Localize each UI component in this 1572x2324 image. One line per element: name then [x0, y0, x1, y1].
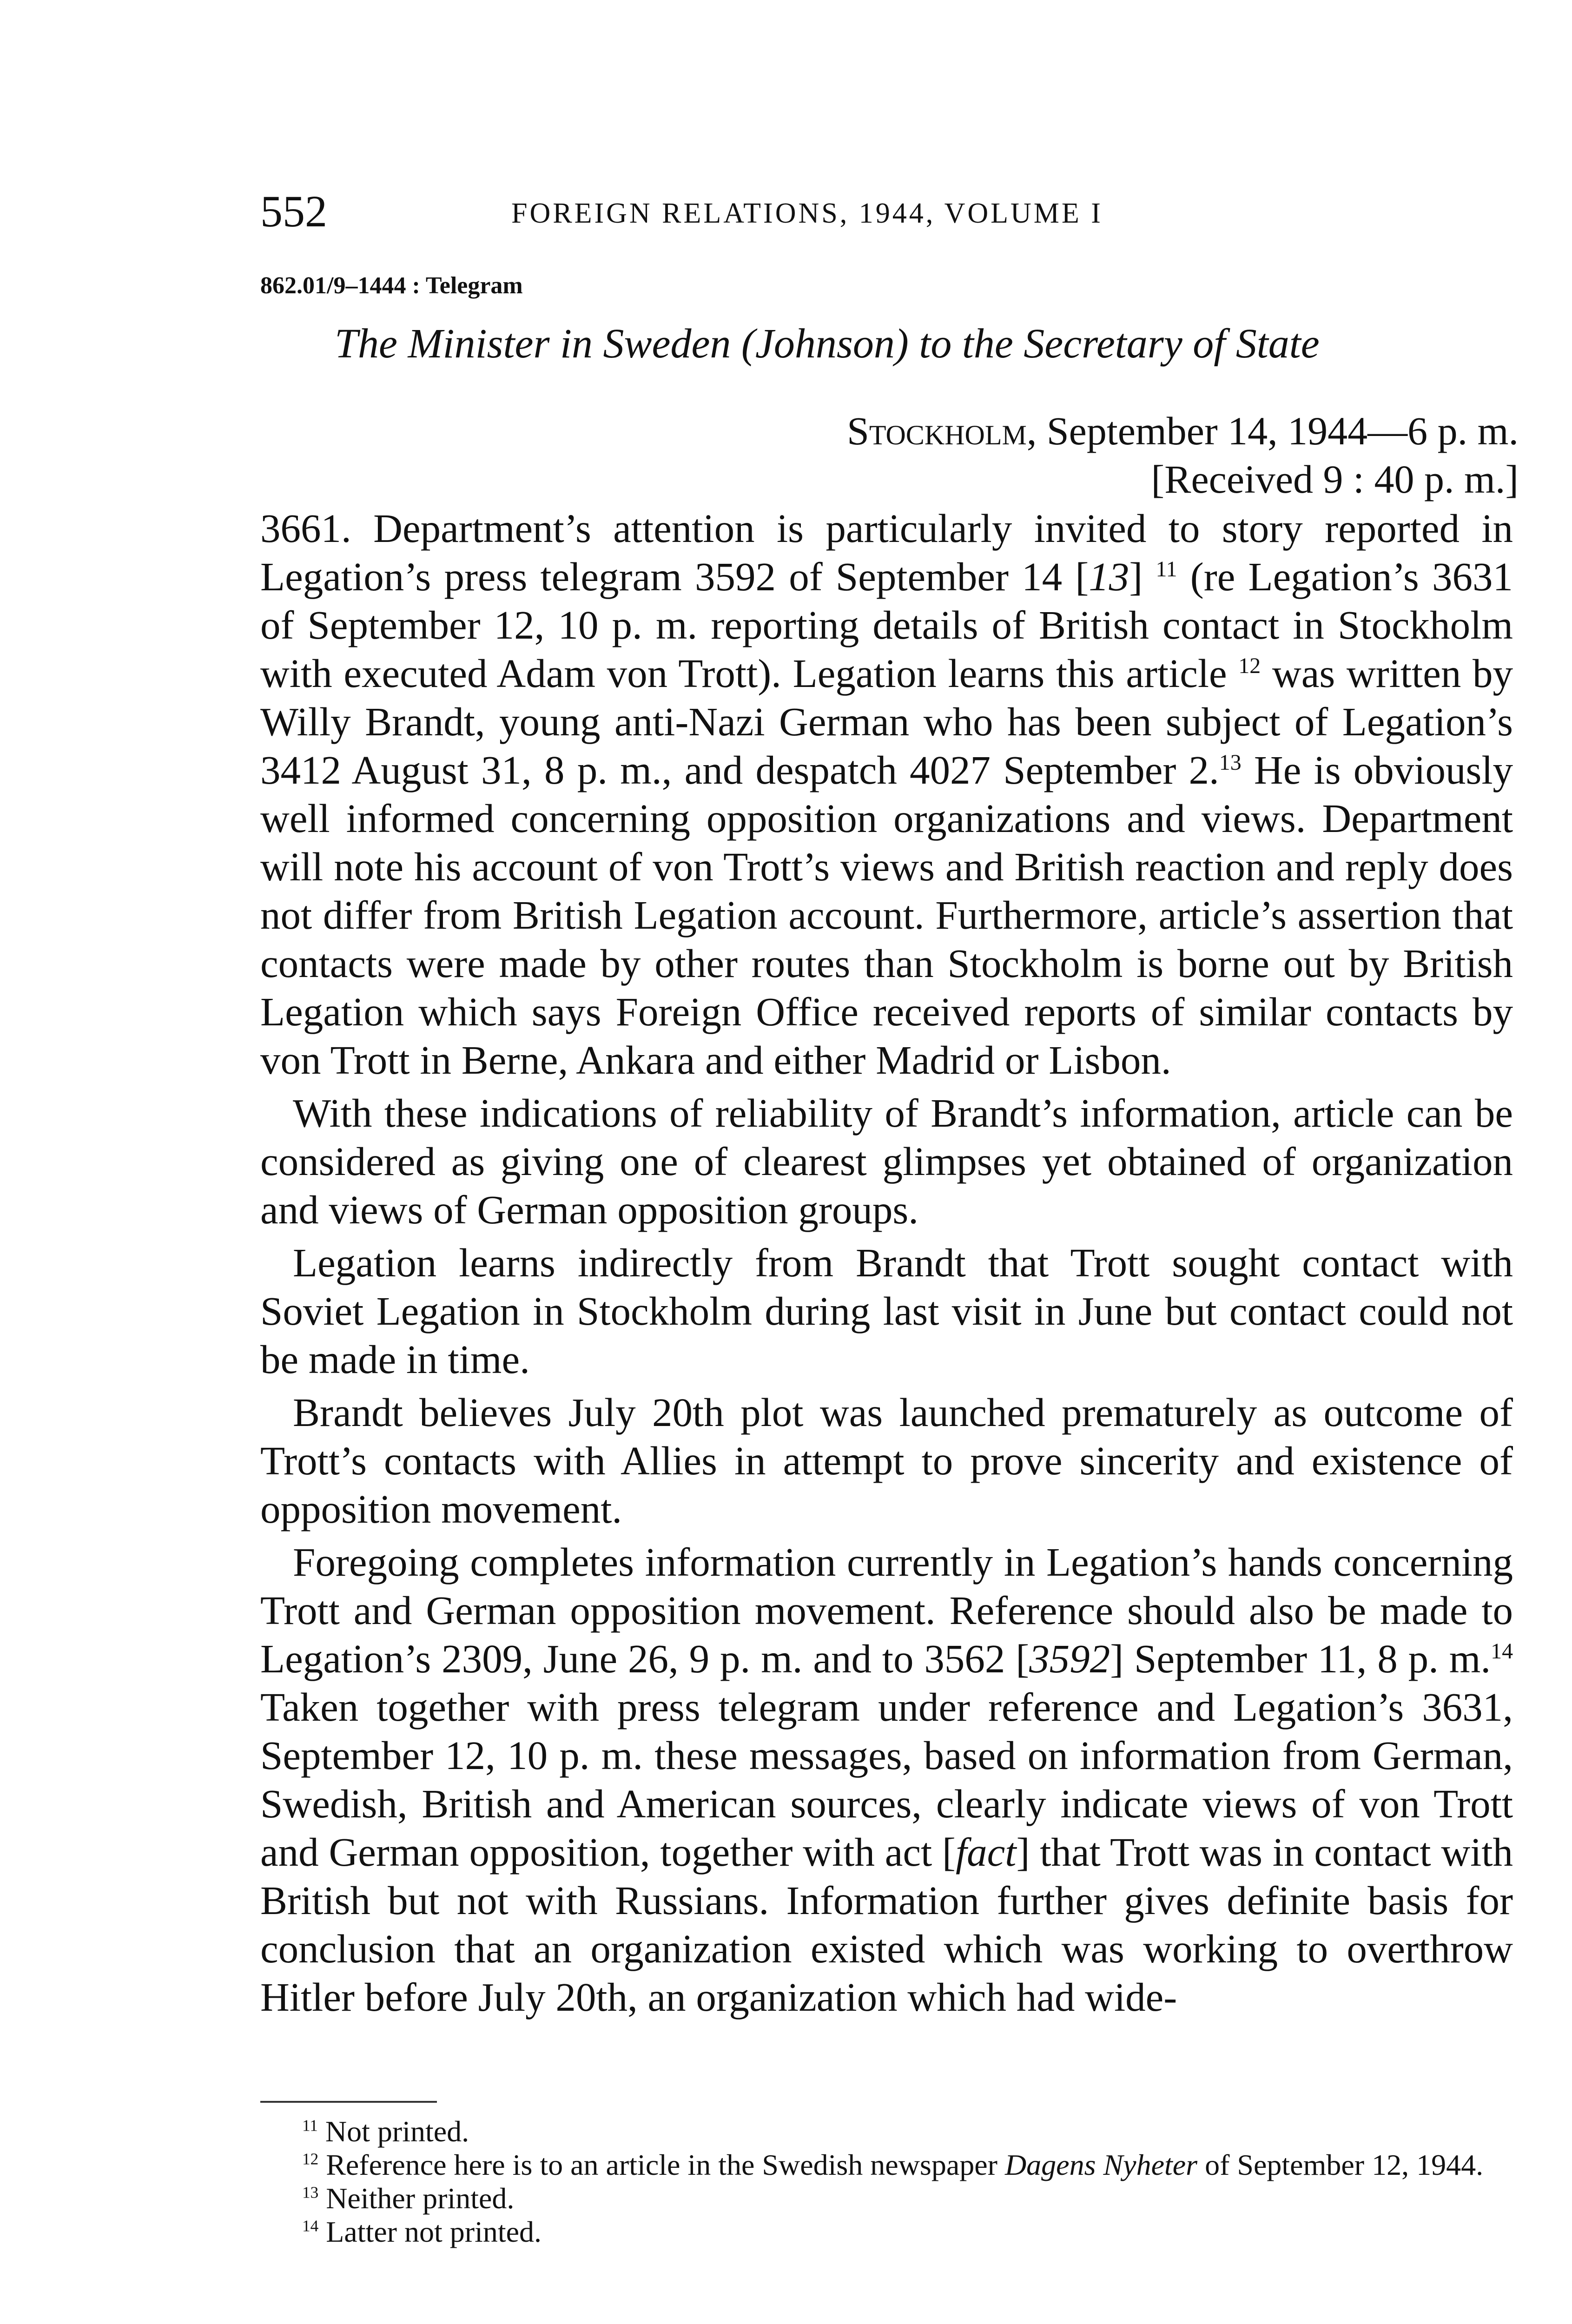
body-paragraph: [260, 1538, 1513, 2021]
dateline-date: , September 14, 1944—6 p. m.: [1026, 409, 1519, 453]
body-paragraph: [260, 1089, 1513, 1234]
footnote-ref: 14: [1491, 1639, 1513, 1664]
text-run: With these indications of reliability of Brandt’s information, article can be considered as giving one of clearest glimpses yet obtained of organization and views of German opposition groups.: [260, 1090, 1513, 1232]
footnote-rule: [260, 2101, 437, 2103]
footnote-ref: 12: [302, 2150, 319, 2168]
text-run: Latter not printed.: [318, 2215, 542, 2248]
footnotes: [260, 2115, 1513, 2249]
text-run: Legation learns indirectly from Brandt that Trott sought contact with Soviet Legation in Stockholm during last visit in June but contact could not be made in time.: [260, 1240, 1513, 1382]
body-paragraph: [260, 1239, 1513, 1384]
footnote-ref: 14: [302, 2217, 319, 2235]
text-run: Brandt believes July 20th plot was launched prematurely as outcome of Trott’s contacts with Allies in attempt to prove sincerity and existence of opposition movement.: [260, 1390, 1513, 1532]
document-title: The Minister in Sweden (Johnson) to the Secretary of State: [335, 321, 1320, 367]
text-run: Not printed.: [317, 2115, 469, 2148]
footnote-ref: 11: [302, 2116, 318, 2135]
text-run: (re Legation’s 3631 of September 12, 10 p. m. reporting details of British contact in Stockholm with executed Adam von Trott). Legation learns this article: [260, 554, 1513, 696]
telegram-body: [260, 504, 1513, 2021]
footnote: [260, 2182, 1513, 2215]
text-run: of September 12, 1944.: [1197, 2148, 1484, 2181]
text-run: ]: [1129, 554, 1156, 599]
footnote: [260, 2115, 1513, 2148]
text-run: ] September 11, 8 p. m.: [1110, 1636, 1491, 1681]
text-run: He is obviously well informed concerning opposition organizations and views. Department will note his account of von Trott’s views and British reaction and reply does not differ from British Legation account. Furthermore, article’s assertion that contacts were made by other routes than Stockholm is borne out by British Legation which says Foreign Office received reports of similar contacts by von Trott in Berne, Ankara and either Madrid or Lisbon.: [260, 747, 1513, 1083]
footnote-ref: 11: [1156, 557, 1177, 581]
file-reference: 862.01/9–1444 : Telegram: [260, 272, 523, 299]
italic-text: 13: [1089, 554, 1129, 599]
dateline-city: Stockholm: [847, 409, 1027, 453]
italic-text: fact: [955, 1829, 1017, 1875]
dateline-received: [Received 9 : 40 p. m.]: [1151, 457, 1519, 502]
text-run: ] that Trott was in contact with British but not with Russians. Information further gives definite basis for conclusion that an organization existed which was working to overthrow Hitler before July 20th, an organization which had wide-: [260, 1829, 1513, 2020]
text-run: Taken together with press telegram under reference and Legation’s 3631, September 12, 10 p. m. these messages, based on information from German, Swedish, British and American sources, clearly indicate views of von Trott and German opposition, together with act [: [260, 1684, 1513, 1875]
body-paragraph: [260, 1388, 1513, 1533]
page-number: 552: [260, 186, 327, 236]
footnote-ref: 13: [1219, 750, 1242, 775]
text-run: 3661. Department’s attention is particularly invited to story reported in Legation’s press telegram 3592 of September 14 [: [260, 506, 1513, 599]
dateline-sent: [847, 407, 1519, 455]
footnote: [260, 2215, 1513, 2249]
body-paragraph: [260, 504, 1513, 1084]
dateline: [847, 407, 1519, 503]
running-head: FOREIGN RELATIONS, 1944, VOLUME I: [511, 198, 1103, 229]
italic-text: 3592: [1029, 1636, 1110, 1681]
italic-text: Dagens Nyheter: [1004, 2148, 1198, 2181]
footnote: [260, 2148, 1513, 2182]
footnote-ref: 12: [1238, 654, 1261, 678]
footnote-ref: 13: [302, 2183, 319, 2202]
text-run: was written by Willy Brandt, young anti-Nazi German who has been subject of Legation’s 3412 August 31, 8 p. m., and despatch 4027 September 2.: [260, 651, 1513, 792]
text-run: Reference here is to an article in the Swedish newspaper: [318, 2148, 1005, 2181]
text-run: Foregoing completes information currently in Legation’s hands concerning Trott and German opposition movement. Reference should also be made to Legation’s 2309, June 26, 9 p. m. and to 3562 [: [260, 1539, 1513, 1681]
text-run: Neither printed.: [318, 2182, 515, 2215]
page-header: [260, 184, 1515, 239]
